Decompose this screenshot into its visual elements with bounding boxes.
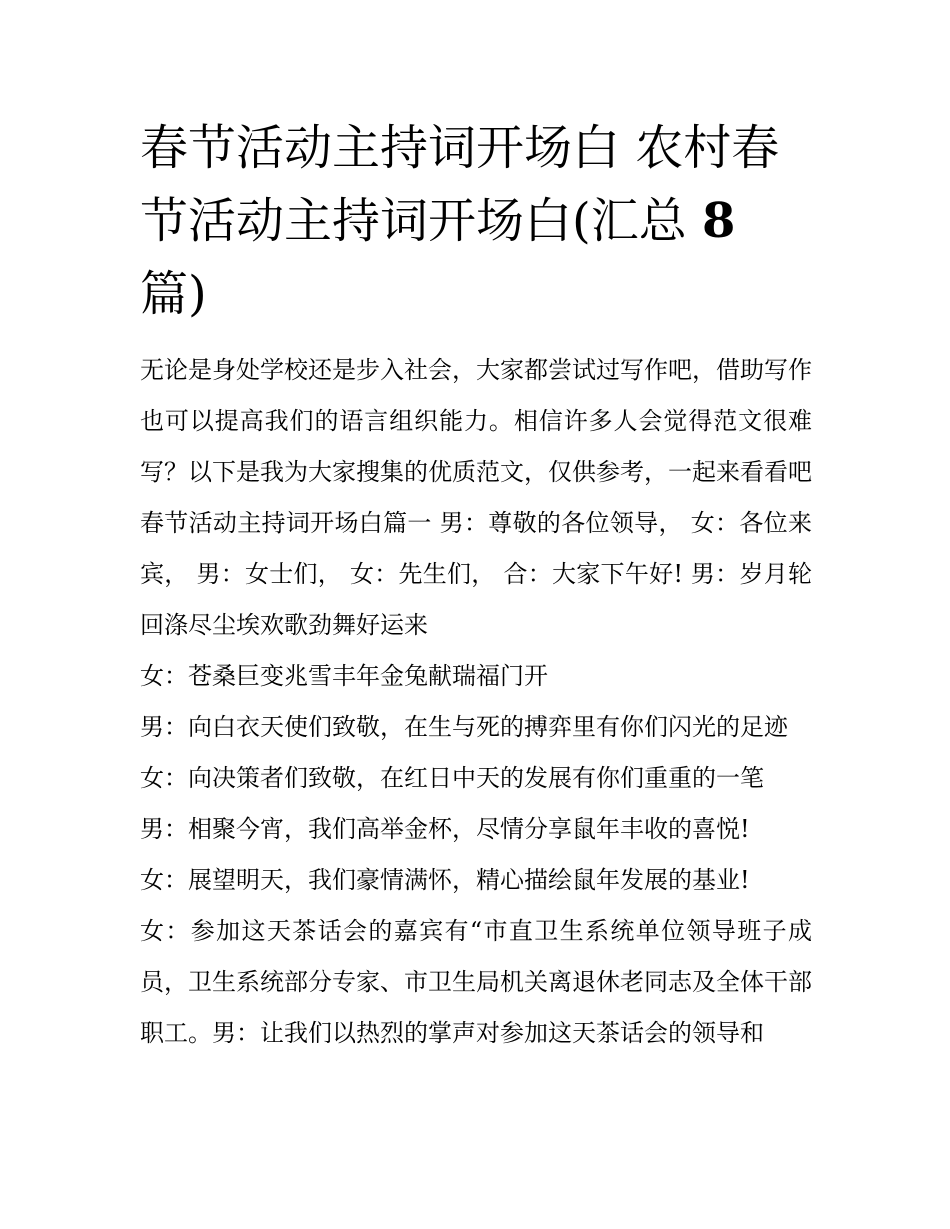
document-content: [140, 112, 812, 1059]
document-title: [140, 112, 812, 331]
title-text: 春节活动主持词开场白 农村春节活动主持词开场白(汇总: [140, 120, 780, 249]
paragraph-line: 女：展望明天，我们豪情满怀，精心描绘鼠年发展的基业!: [140, 866, 750, 894]
paragraph-intro: 无论是身处学校还是步入社会，大家都尝试过写作吧，借助写作也可以提高我们的语言组织能力。相信许多人会觉得范文很难写？以下是我为大家搜集的优质范文，仅供参考，一起来看看吧: [140, 356, 812, 486]
paragraph-line: 男：相聚今宵，我们高举金杯，尽情分享鼠年丰收的喜悦!: [140, 815, 750, 843]
paragraph-guests: 女：参加这天茶话会的嘉宾有“市直卫生系统单位领导班子成员，卫生系统部分专家、市卫生局机关离退休老同志及全体干部职工。男：让我们以热烈的掌声对参加这天茶话会的领导和: [140, 917, 812, 1047]
document-body: [140, 345, 812, 1059]
paragraph-opening: 春节活动主持词开场白篇一 男：尊敬的各位领导， 女：各位来宾， 男：女士们， 女：先生们， 合：大家下午好! 男：岁月轮回涤尽尘埃欢歌劲舞好运来: [140, 509, 812, 639]
paragraph-line: 男：向白衣天使们致敬，在生与死的搏弈里有你们闪光的足迹: [140, 713, 788, 741]
paragraph-line: 女：向决策者们致敬，在红日中天的发展有你们重重的一笔: [140, 764, 764, 792]
paragraph-line: 女：苍桑巨变兆雪丰年金兔献瑞福门开: [140, 662, 548, 690]
title-number: 8: [702, 193, 736, 249]
title-text-end: 篇): [140, 266, 207, 322]
